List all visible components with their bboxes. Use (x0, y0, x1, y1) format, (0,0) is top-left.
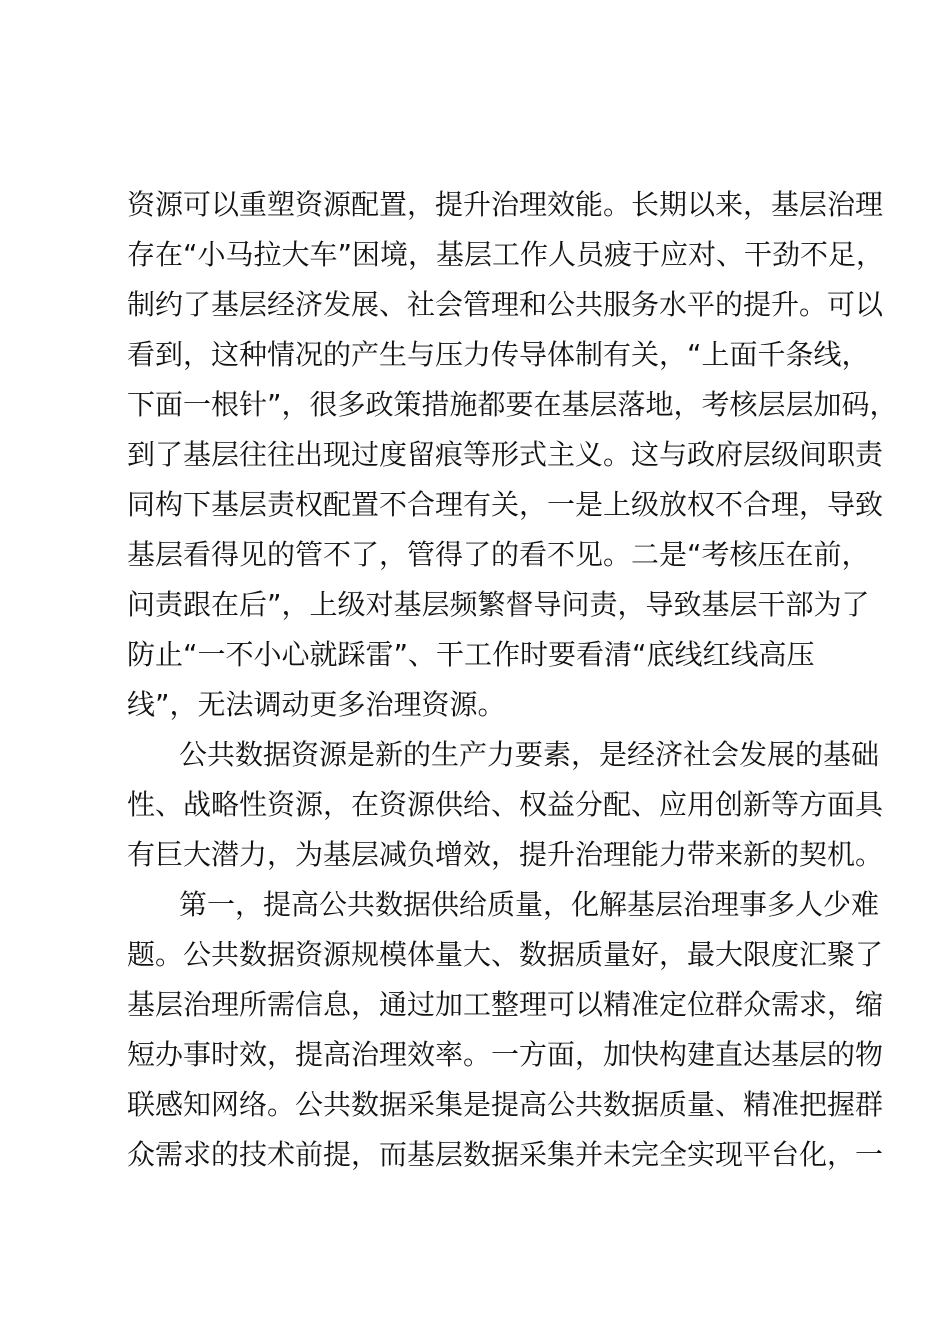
text-line: 问责跟在后”，上级对基层频繁督导问责，导致基层干部为了 (127, 588, 870, 621)
text-line: 防止“一不小心就踩雷”、干工作时要看清“底线红线高压 (127, 638, 815, 671)
paragraph-start-line: 第一，提高公共数据供给质量，化解基层治理事多人少难 (179, 888, 880, 921)
text-line: 众需求的技术前提，而基层数据采集并未完全实现平台化，一 (127, 1138, 884, 1171)
text-line: 同构下基层责权配置不合理有关，一是上级放权不合理，导致 (127, 488, 884, 521)
text-line: 基层看得见的管不了，管得了的看不见。二是“考核压在前， (127, 538, 870, 571)
text-line: 联感知网络。公共数据采集是提高公共数据质量、精准把握群 (127, 1088, 884, 1121)
paragraph-start-line: 公共数据资源是新的生产力要素，是经济社会发展的基础 (179, 738, 880, 771)
text-line: 存在“小马拉大车”困境，基层工作人员疲于应对、干劲不足， (127, 238, 885, 271)
text-line: 性、战略性资源，在资源供给、权益分配、应用创新等方面具 (127, 788, 884, 821)
text-line: 线”，无法调动更多治理资源。 (127, 688, 506, 721)
text-line: 基层治理所需信息，通过加工整理可以精准定位群众需求，缩 (127, 988, 884, 1021)
text-line: 短办事时效，提高治理效率。一方面，加快构建直达基层的物 (127, 1038, 884, 1071)
text-line: 有巨大潜力，为基层减负增效，提升治理能力带来新的契机。 (127, 838, 884, 871)
body-text (127, 180, 898, 1180)
text-line: 资源可以重塑资源配置，提升治理效能。长期以来，基层治理 (127, 188, 884, 221)
text-line: 制约了基层经济发展、社会管理和公共服务水平的提升。可以 (127, 288, 884, 321)
text-line: 下面一根针”，很多政策措施都要在基层落地，考核层层加码， (127, 388, 898, 421)
text-line: 题。公共数据资源规模体量大、数据质量好，最大限度汇聚了 (127, 938, 884, 971)
text-line: 看到，这种情况的产生与压力传导体制有关，“上面千条线， (127, 338, 870, 371)
text-line: 到了基层往往出现过度留痕等形式主义。这与政府层级间职责 (127, 438, 884, 471)
